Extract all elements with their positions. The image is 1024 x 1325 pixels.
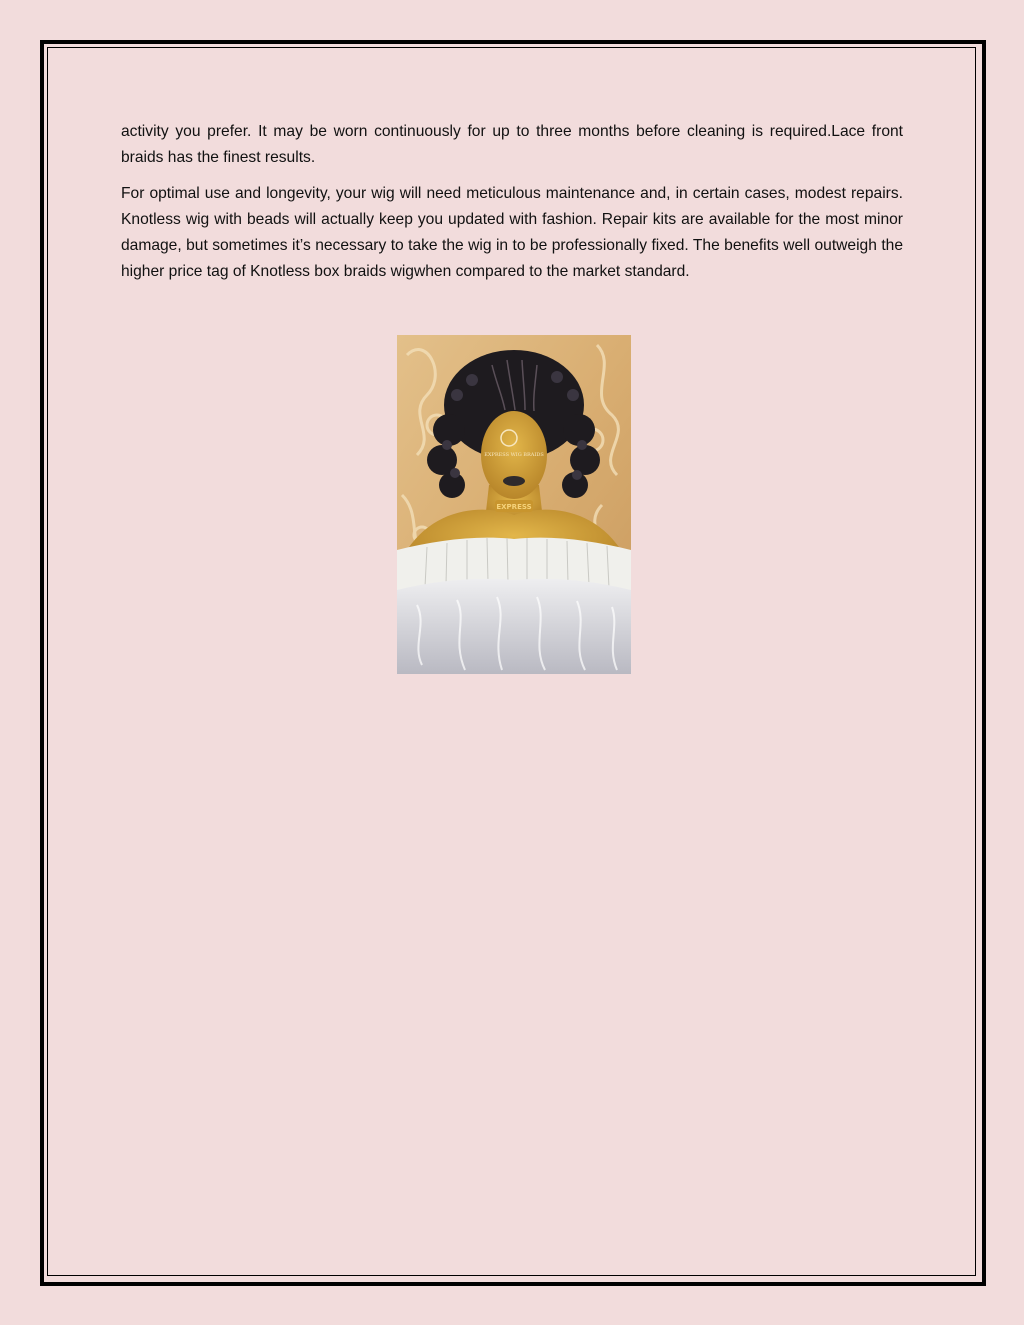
- photo-watermark: EXPRESS WIG BRAIDS: [484, 452, 544, 458]
- choker-text: EXPRESS: [496, 503, 532, 511]
- document-body: [121, 119, 903, 295]
- paragraph-1: activity you prefer. It may be worn continuously for up to three months before cleaning is required.Lace front braids has the finest results.: [121, 123, 903, 166]
- paragraph-2: For optimal use and longevity, your wig will need meticulous maintenance and, in certain cases, modest repairs. Knotless wig with beads will actually keep you updated with fashion. Repair kits are available for the most minor damage, but sometimes it’s necessary to take the wig in to be professionally fixed. The benefits well outweigh the higher price tag of Knotless box braids wigwhen compared to the market standard.: [121, 185, 903, 280]
- wig-product-photo: [397, 335, 631, 674]
